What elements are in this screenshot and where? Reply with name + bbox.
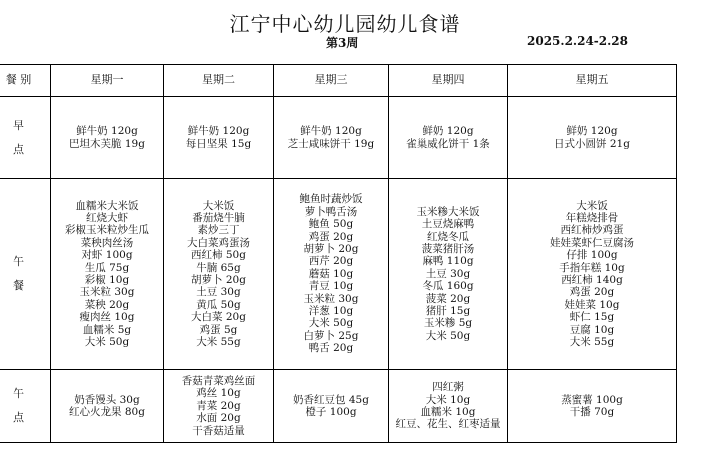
meal-type-char: 早 (13, 118, 24, 132)
meal-type-header: 餐 别 (0, 65, 51, 97)
menu-item: 鸡蛋 20g (308, 230, 354, 243)
menu-item: 对虾 100g (81, 249, 133, 262)
menu-item: 红心火龙果 80g (69, 406, 145, 418)
day-header-fri: 星期五 (508, 65, 677, 97)
menu-item: 大米 10g (425, 393, 471, 406)
menu-item: 玉米粒 30g (79, 286, 135, 299)
menu-item: 巴坦木芙脆 19g (69, 137, 145, 150)
menu-item: 血糯米大米饭 (75, 199, 139, 212)
menu-item: 菠菜 20g (425, 292, 471, 305)
menu-item: 冬瓜 160g (422, 280, 474, 293)
menu-item: 大米饭 (202, 199, 235, 212)
menu-cell-tue (164, 97, 274, 179)
menu-item: 娃娃菜虾仁豆腐汤 (550, 236, 634, 249)
header-row (0, 65, 677, 97)
menu-item: 鲍鱼时蔬炒饭 (299, 193, 363, 206)
day-header-thu: 星期四 (389, 65, 508, 97)
menu-item: 仔排 100g (566, 249, 618, 262)
menu-item: 彩椒 10g (84, 274, 130, 286)
menu-item: 红豆、花生、红枣适量 (395, 418, 501, 431)
menu-item: 黄瓜 50g (196, 298, 241, 311)
menu-item: 牛腩 65g (196, 261, 241, 274)
meal-type-char: 午 (13, 387, 24, 400)
menu-cell-mon (51, 97, 164, 179)
menu-item: 萝卜鸭舌汤 (304, 205, 358, 218)
menu-item: 手指年糕 10g (559, 261, 625, 274)
menu-item: 香菇青菜鸡丝面 (181, 374, 256, 387)
menu-item: 胡萝卜 20g (191, 274, 246, 286)
menu-cell-thu (389, 179, 508, 370)
menu-item: 奶香馒头 30g (74, 393, 140, 406)
menu-item: 血糯米 10g (420, 406, 476, 418)
menu-item: 鲍鱼 50g (308, 218, 354, 231)
lunch-row (0, 179, 677, 370)
menu-item: 大米 55g (569, 336, 615, 349)
menu-item: 猪肝 15g (425, 305, 471, 318)
menu-item: 大米饭 (576, 199, 608, 212)
menu-item: 大米 50g (425, 329, 471, 342)
menu-item: 菜秧肉丝汤 (80, 236, 134, 249)
week-label: 第3周 (326, 36, 359, 50)
menu-item: 洋葱 10g (308, 305, 354, 318)
menu-item: 大米 50g (308, 317, 354, 330)
menu-item: 鲜奶 120g (422, 125, 474, 138)
menu-item: 红烧冬瓜 (427, 230, 469, 243)
menu-item: 土豆 30g (196, 286, 241, 299)
menu-item: 鸭舌 20g (308, 342, 354, 355)
day-header-mon: 星期一 (51, 65, 164, 97)
menu-cell-tue (164, 370, 274, 443)
menu-cell-wed (274, 97, 389, 179)
date-range: 2025.2.24-2.28 (527, 34, 629, 48)
meal-type-cell (0, 370, 51, 443)
menu-item: 素炒三丁 (197, 224, 240, 237)
menu-cell-thu (389, 97, 508, 179)
menu-item: 瘦肉丝 10g (79, 311, 135, 324)
breakfast-row (0, 97, 677, 179)
meal-type-char: 点 (13, 142, 24, 156)
menu-item: 奶香红豆包 45g (293, 393, 369, 406)
menu-item: 干播 70g (569, 406, 615, 418)
menu-item: 大白菜 20g (191, 311, 246, 324)
menu-item: 玉米粒 30g (303, 292, 359, 305)
menu-item: 大米 55g (196, 336, 241, 349)
page-title: 江宁中心幼儿园幼儿食谱 (229, 12, 461, 36)
menu-item: 大白菜鸡蛋汤 (187, 236, 250, 249)
menu-item: 白萝卜 25g (303, 329, 359, 342)
menu-cell-wed (274, 179, 389, 370)
menu-item: 土豆 30g (425, 267, 471, 280)
day-header-wed: 星期三 (274, 65, 389, 97)
afternoon-snack-row (0, 370, 677, 443)
meal-type-cell (0, 97, 51, 179)
menu-cell-wed (274, 370, 389, 443)
menu-item: 鸡蛋 5g (199, 323, 238, 336)
menu-item: 鲜牛奶 120g (76, 125, 138, 138)
menu-item: 西红柿 50g (191, 249, 246, 262)
menu-item: 胡萝卜 20g (303, 242, 359, 255)
menu-item: 红烧大虾 (86, 211, 128, 224)
menu-item: 生瓜 75g (84, 261, 130, 274)
menu-cell-fri (508, 179, 677, 370)
menu-item: 土豆烧麻鸭 (421, 218, 475, 231)
menu-item: 蒸蜜薯 100g (561, 393, 623, 406)
meal-type-cell (0, 179, 51, 370)
meal-type-char: 午 (13, 255, 24, 268)
menu-item: 每日坚果 15g (185, 137, 252, 150)
menu-item: 麻鸭 110g (422, 255, 474, 268)
menu-item: 鲜奶 120g (566, 125, 618, 138)
menu-item: 娃娃菜 10g (564, 298, 620, 311)
menu-cell-mon (51, 179, 164, 370)
menu-item: 彩椒玉米粒炒生瓜 (65, 224, 149, 237)
menu-item: 四红粥 (432, 381, 464, 394)
menu-item: 西红柿炒鸡蛋 (560, 224, 624, 237)
menu-item: 番茄烧牛腩 (192, 211, 245, 224)
menu-item: 年糕烧排骨 (565, 211, 619, 224)
menu-item: 橙子 100g (305, 406, 357, 418)
menu-item: 西红柿 140g (561, 274, 623, 286)
menu-item: 菠菜猪肝汤 (421, 242, 475, 255)
menu-item: 青菜 20g (196, 399, 241, 412)
menu-item: 虾仁 15g (569, 311, 615, 324)
menu-item: 玉米糁大米饭 (416, 205, 480, 218)
menu-item: 菜秧 20g (84, 298, 130, 311)
menu-cell-mon (51, 370, 164, 443)
menu-item: 玉米糁 5g (423, 317, 473, 330)
menu-item: 雀巢威化饼干 1条 (406, 137, 490, 150)
menu-table (0, 64, 677, 443)
menu-item: 鲜牛奶 120g (187, 125, 250, 138)
menu-cell-tue (164, 179, 274, 370)
menu-item: 鸡蛋 20g (569, 286, 615, 299)
menu-cell-thu (389, 370, 508, 443)
meal-type-char: 餐 (13, 279, 24, 292)
menu-item: 血糯米 5g (82, 323, 132, 336)
menu-item: 干香菇适量 (192, 424, 245, 437)
menu-item: 豆腐 10g (569, 323, 615, 336)
menu-item: 鲜牛奶 120g (300, 125, 362, 138)
menu-item: 芝士咸味饼干 19g (287, 137, 375, 150)
menu-item: 青豆 10g (308, 280, 354, 293)
menu-cell-fri (508, 370, 677, 443)
menu-item: 日式小圆饼 21g (554, 137, 630, 150)
day-header-tue: 星期二 (164, 65, 274, 97)
menu-item: 鸡丝 10g (196, 387, 241, 400)
menu-item: 大米 50g (84, 336, 130, 349)
menu-item: 水面 20g (196, 412, 241, 425)
menu-cell-fri (508, 97, 677, 179)
meal-type-char: 点 (13, 411, 24, 424)
menu-item: 蘑菇 10g (308, 267, 354, 280)
menu-item: 西芹 20g (308, 255, 354, 268)
